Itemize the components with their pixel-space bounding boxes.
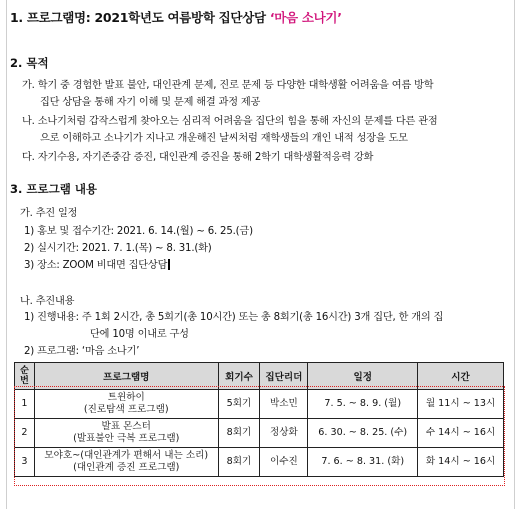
program-title xyxy=(10,8,342,26)
table-row xyxy=(15,390,504,419)
purpose-na-line1: 나. 소나기처럼 갑작스럽게 찾아오는 심리적 어려움을 집단의 힘을 통해 자신의 문제를 다른 관점 xyxy=(22,116,438,127)
schedule-item-promotion: 1) 홍보 및 접수기간: 2021. 6. 14.(월) ~ 6. 25.(금) xyxy=(24,226,253,237)
row-number: 3 xyxy=(15,448,35,477)
content-item-progress-line2: 단에 10명 이내로 구성 xyxy=(90,329,189,340)
header-schedule: 일정 xyxy=(308,363,418,390)
program-subtitle-text: (진로탐색 프로그램) xyxy=(83,404,169,415)
page-margin-right xyxy=(514,0,515,509)
table-row xyxy=(15,419,504,448)
section-purpose-heading: 2. 목적 xyxy=(10,56,49,70)
row-leader: 정상화 xyxy=(260,419,308,448)
purpose-ga-line1: 가. 학기 중 경험한 발표 불안, 대인관계 문제, 진로 문제 등 다양한 대학생활 어려움을 여름 방학 xyxy=(22,80,434,91)
row-program-name xyxy=(34,390,218,419)
purpose-na-line2: 으로 이해하고 소나기가 지나고 개운해진 날씨처럼 재학생들의 개인 내적 성장을 도모 xyxy=(40,133,408,144)
title-prefix: 1. 프로그램명: 2021학년도 여름방학 집단상담 xyxy=(10,10,266,25)
content-heading: 나. 추진내용 xyxy=(20,296,75,307)
program-subtitle-text: (발표불안 극복 프로그램) xyxy=(73,433,180,444)
header-program-name: 프로그램명 xyxy=(34,363,218,390)
row-schedule: 7. 5. ~ 8. 9. (월) xyxy=(308,390,418,419)
header-number: 순번 xyxy=(15,363,35,390)
row-sessions: 5회기 xyxy=(218,390,260,419)
table-header-row xyxy=(15,363,504,390)
section-content-heading: 3. 프로그램 내용 xyxy=(10,182,98,196)
program-title-text: 모야호~(대인관계가 편해서 내는 소리) xyxy=(44,450,209,461)
program-table xyxy=(14,362,504,477)
content-item-program: 2) 프로그램: ‘마음 소나기’ xyxy=(24,346,140,357)
row-program-name xyxy=(34,419,218,448)
row-sessions: 8회기 xyxy=(218,419,260,448)
header-sessions: 회기수 xyxy=(218,363,260,390)
schedule-item-period: 2) 실시기간: 2021. 7. 1.(목) ~ 8. 31.(화) xyxy=(24,243,212,254)
content-item-progress-line1: 1) 진행내용: 주 1회 2시간, 총 5회기(총 10시간) 또는 총 8회기(총 16시간) 3개 집단, 한 개의 집 xyxy=(24,312,444,323)
row-leader: 이수진 xyxy=(260,448,308,477)
program-title-text: 발표 몬스터 xyxy=(101,421,151,432)
row-time: 수 14시 ~ 16시 xyxy=(418,419,504,448)
table-row xyxy=(15,448,504,477)
row-sessions: 8회기 xyxy=(218,448,260,477)
purpose-da-line: 다. 자기수용, 자기존중감 증진, 대인관계 증진을 통해 2학기 대학생활적응력 강화 xyxy=(22,152,374,163)
row-time: 월 11시 ~ 13시 xyxy=(418,390,504,419)
page-margin-left xyxy=(6,0,7,509)
purpose-ga-line2: 집단 상담을 통해 자기 이해 및 문제 해결 과정 제공 xyxy=(40,97,261,108)
program-title-text: 트윈하이 xyxy=(107,392,145,403)
row-time: 화 14시 ~ 16시 xyxy=(418,448,504,477)
header-time: 시간 xyxy=(418,363,504,390)
title-program-name: ‘마음 소나기’ xyxy=(269,10,342,25)
header-leader: 집단리더 xyxy=(260,363,308,390)
row-number: 1 xyxy=(15,390,35,419)
row-schedule: 7. 6. ~ 8. 31. (화) xyxy=(308,448,418,477)
location-text: 3) 장소: ZOOM 비대면 집단상담 xyxy=(24,260,168,271)
program-subtitle-text: (대인관계 증진 프로그램) xyxy=(73,462,180,473)
row-leader: 박소민 xyxy=(260,390,308,419)
schedule-heading: 가. 추진 일정 xyxy=(20,208,78,219)
row-schedule: 6. 30. ~ 8. 25. (수) xyxy=(308,419,418,448)
text-cursor xyxy=(168,259,170,270)
row-program-name xyxy=(34,448,218,477)
row-number: 2 xyxy=(15,419,35,448)
schedule-item-location xyxy=(24,256,170,271)
